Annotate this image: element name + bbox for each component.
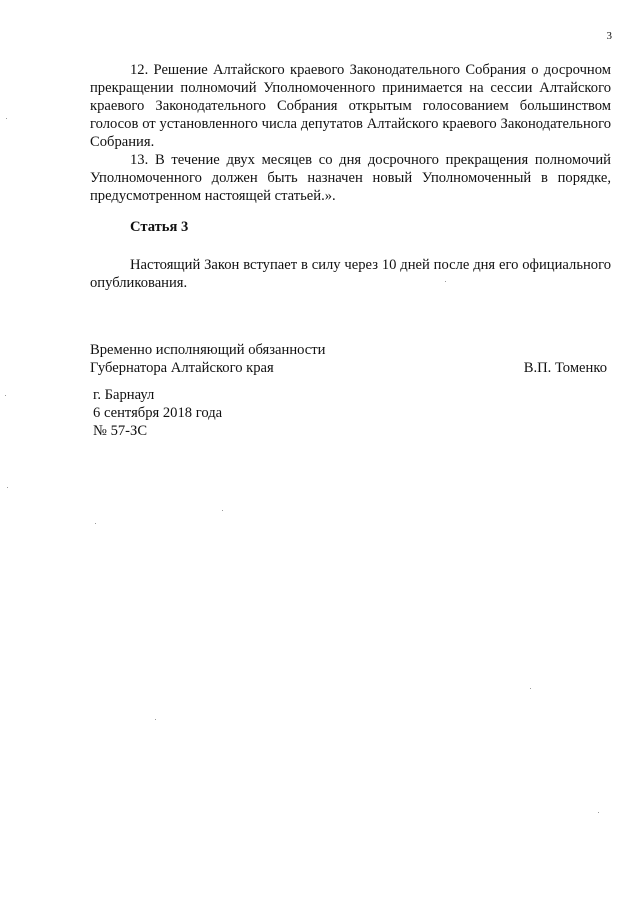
page-number: 3 xyxy=(606,30,612,42)
scan-speck xyxy=(445,281,446,282)
scan-speck xyxy=(95,523,96,524)
place-date: 6 сентября 2018 года xyxy=(93,405,223,421)
scan-speck xyxy=(7,487,8,488)
signature-title-line-1: Временно исполняющий обязанности xyxy=(90,342,326,358)
place-city: г. Барнаул xyxy=(93,387,155,403)
scan-speck xyxy=(5,395,6,396)
signature-title-line-2: Губернатора Алтайского края xyxy=(90,360,274,376)
article-3-text: Настоящий Закон вступает в силу через 10 дней после дня его официального опубликования. xyxy=(90,257,611,291)
place-date-block xyxy=(93,386,222,440)
scan-speck xyxy=(222,510,223,511)
scan-speck xyxy=(155,719,156,720)
signature-block xyxy=(90,341,611,377)
signature-row xyxy=(90,359,611,377)
paragraph-item-12: 12. Решение Алтайского краевого Законодательного Собрания о досрочном прекращении полномочий Уполномоченного принимается на сессии Алтайского краевого Законодательного Собрания открытым голосованием большинством голосов от установленного числа депутатов Алтайского краевого Законодательного Собрания. xyxy=(90,62,611,150)
paragraph-item-13: 13. В течение двух месяцев со дня досрочного прекращения полномочий Уполномоченного должен быть назначен новый Уполномоченный в порядке, предусмотренном настоящей статьей.». xyxy=(90,152,611,204)
law-number: № 57-ЗС xyxy=(93,423,148,439)
scan-speck xyxy=(6,118,7,119)
scan-speck xyxy=(530,688,531,689)
signature-name: В.П. Томенко xyxy=(523,360,607,376)
article-3-heading: Статья 3 xyxy=(130,219,189,235)
scan-speck xyxy=(598,812,599,813)
